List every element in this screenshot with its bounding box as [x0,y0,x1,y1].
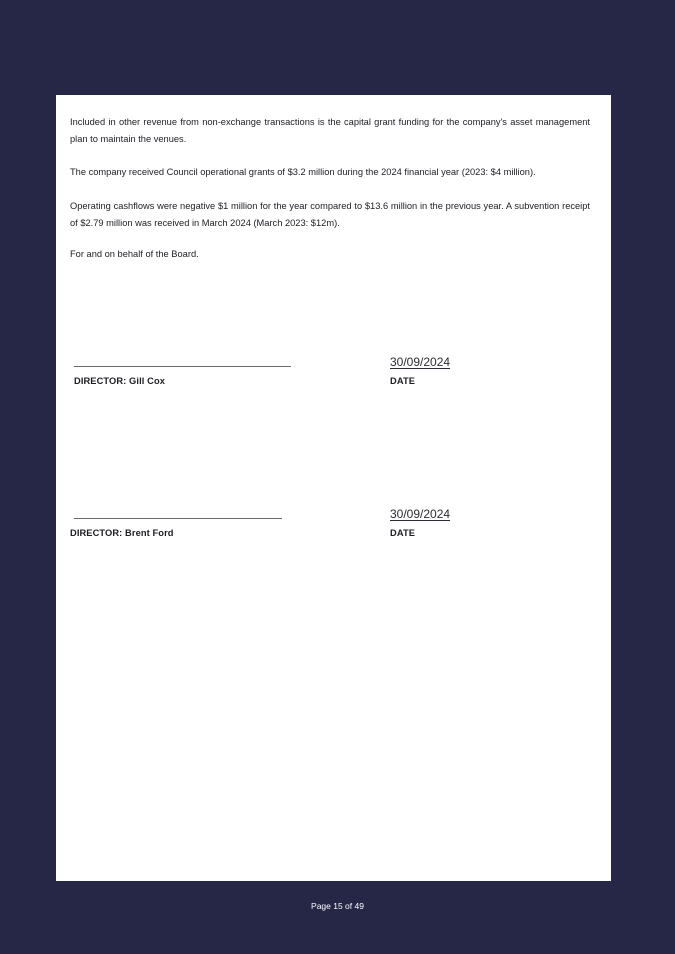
paragraph-council-grants: The company received Council operational grants of $3.2 million during the 2024 financial year (2023: $4 million). [70,167,536,177]
paragraph-on-behalf-of-board: For and on behalf of the Board. [70,249,199,259]
paragraph-operating-cashflows: Operating cashflows were negative $1 million for the year compared to $13.6 million in the previous year. A subvention receipt of $2.79 million was received in March 2024 (March 2023: $12m). [70,201,590,228]
director-label-1: DIRECTOR: Gill Cox [74,376,165,386]
paragraph-capital-grant: Included in other revenue from non-exchange transactions is the capital grant funding for the company's asset management plan to maintain the venues. [70,117,590,144]
date-value-1: 30/09/2024 [390,355,451,369]
date-label-1: DATE [390,376,416,386]
signature-line-director-1 [74,357,291,369]
signature-line-director-2 [74,509,282,521]
page-number: Page 15 of 49 [311,901,364,911]
document-page [56,95,611,881]
director-label-2: DIRECTOR: Brent Ford [70,528,174,538]
date-value-2: 30/09/2024 [390,507,451,521]
date-label-2: DATE [390,528,416,538]
